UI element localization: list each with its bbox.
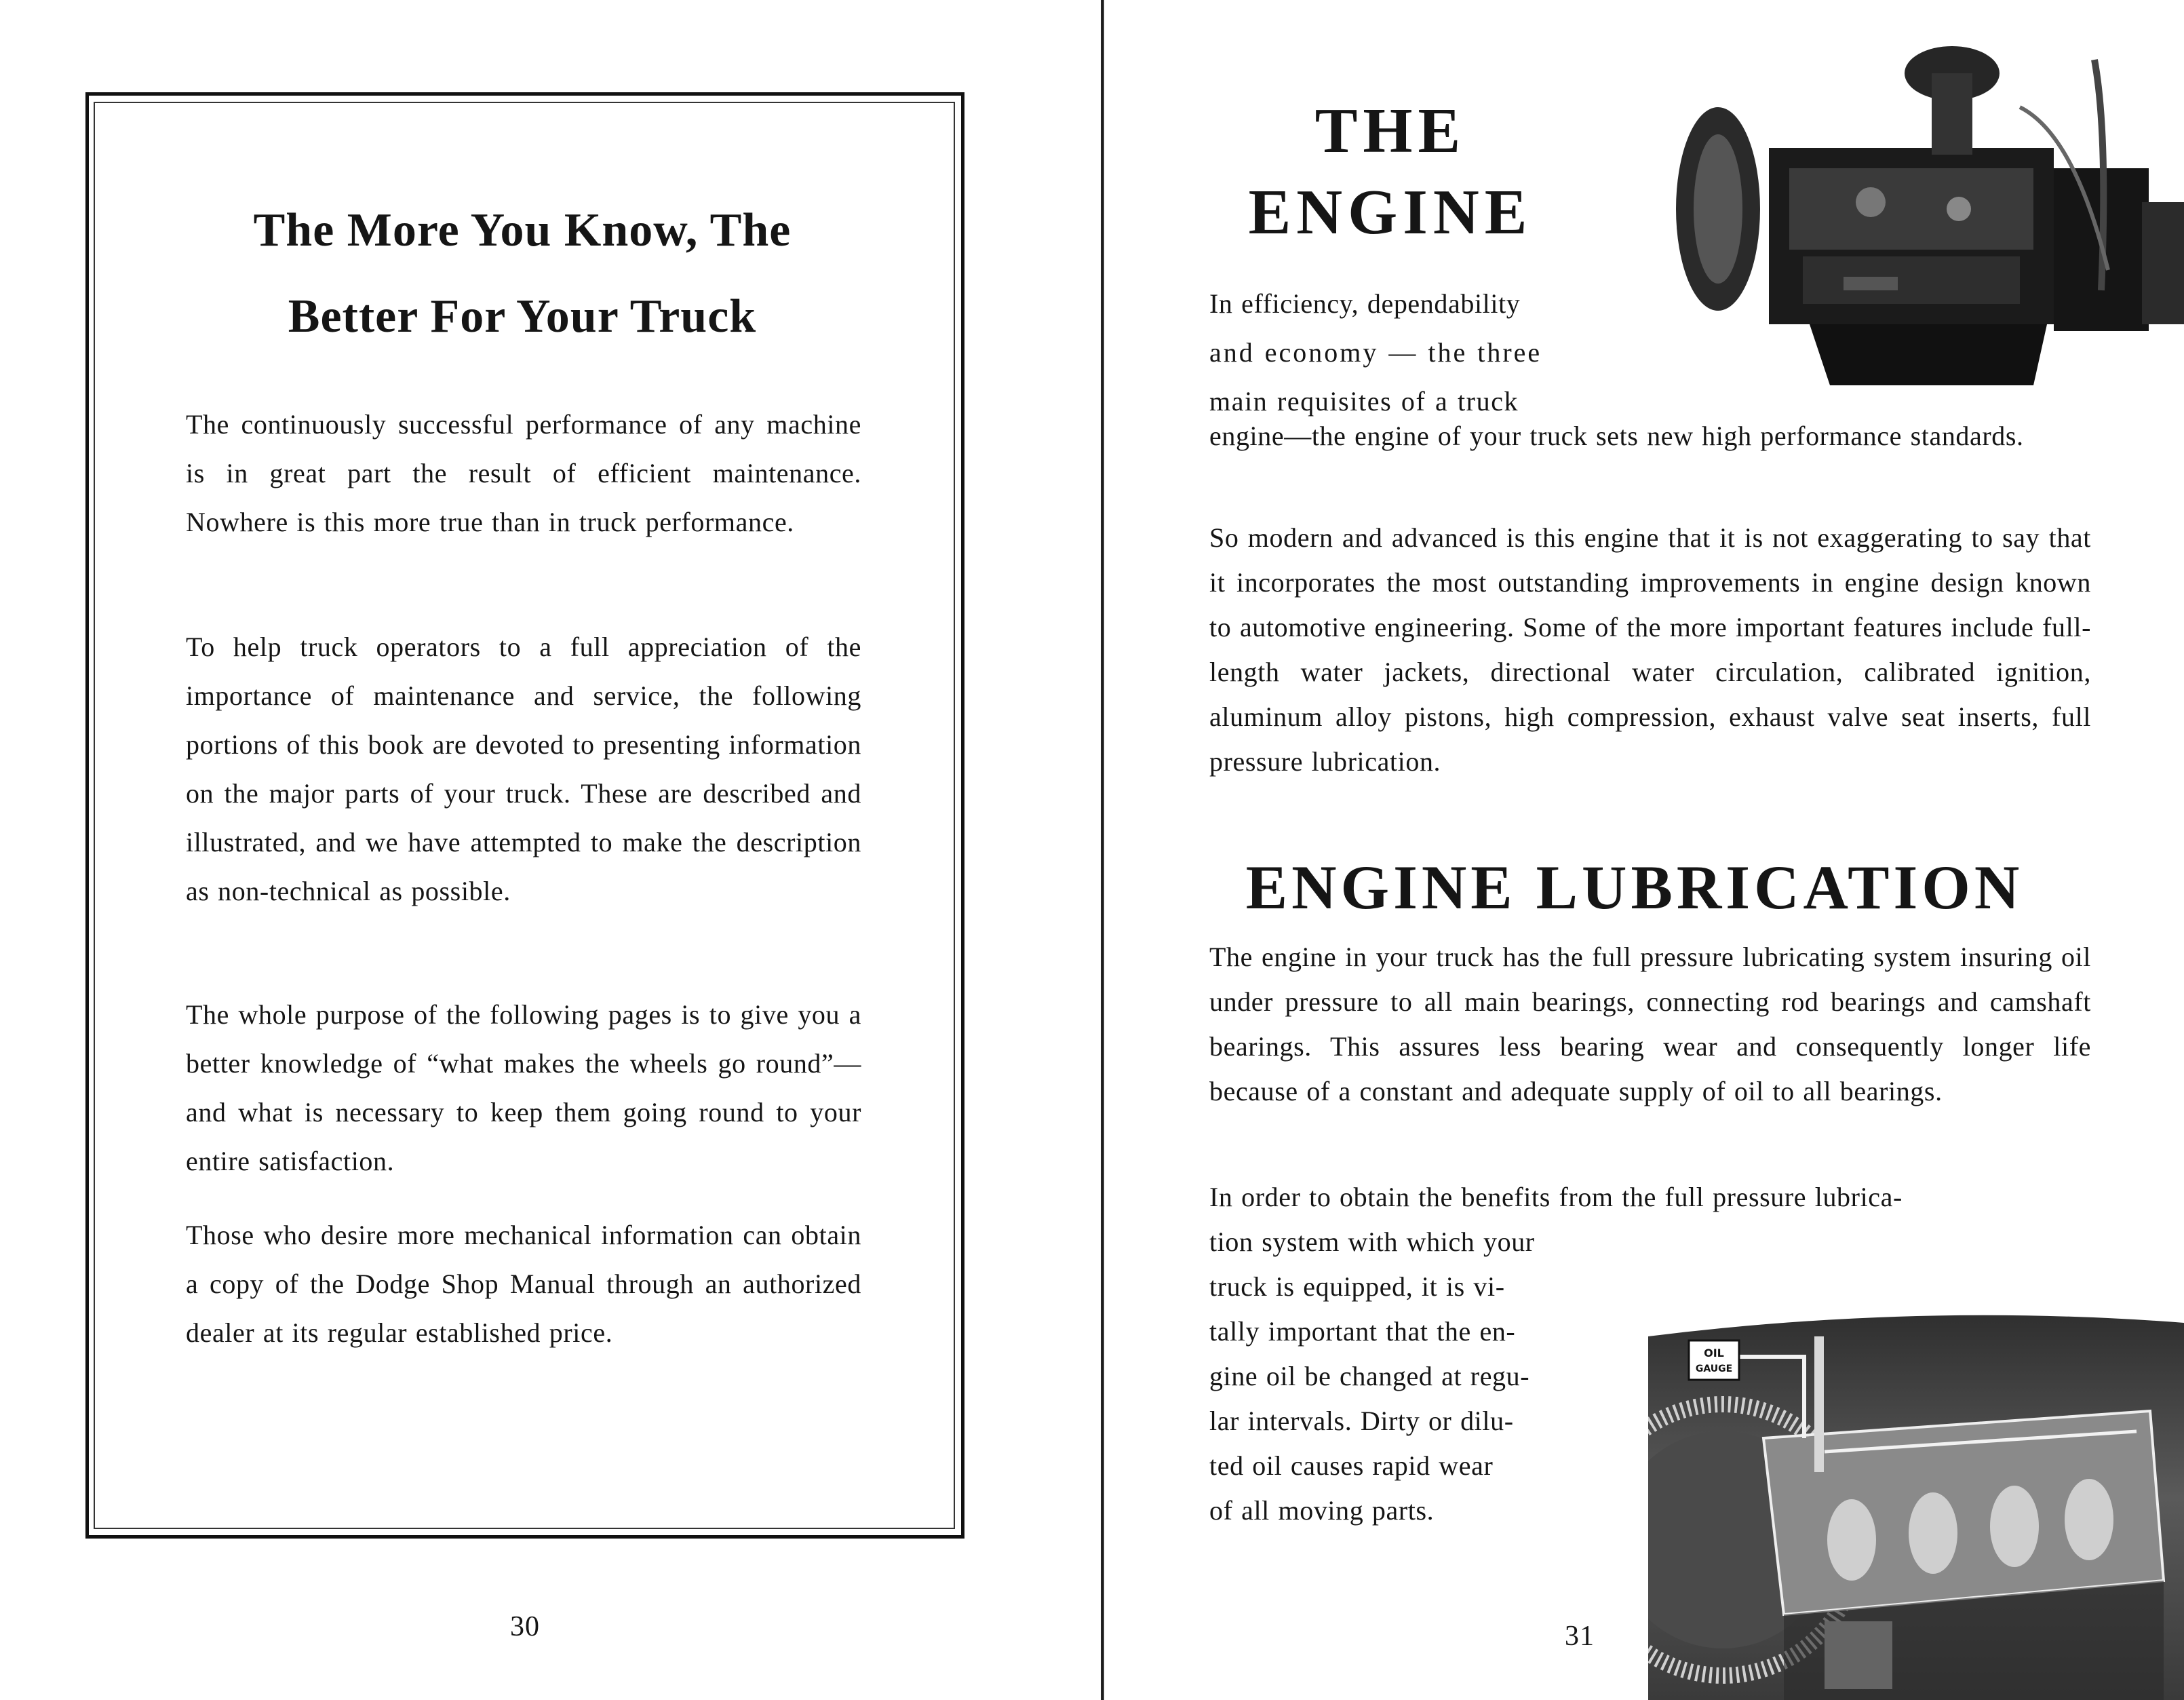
left-paragraph-1: The continuously successful performance of any machine is in great part the result of efficient maintenance. Nowhere is this more true than in truck performance. <box>186 409 861 537</box>
oil-gauge-label-line1: OIL <box>1704 1347 1724 1359</box>
lubrication-heading: ENGINE LUBRICATION <box>1245 853 2024 922</box>
page-number-left: 30 <box>510 1611 540 1642</box>
engine-intro-line3: main requisites of a truck <box>1209 386 1519 417</box>
left-heading-line1: The More You Know, The <box>253 204 792 256</box>
lubrication-line: of all moving parts. <box>1209 1495 1435 1526</box>
engine-intro-wrapped <box>1209 279 1630 426</box>
engine-intro-line1: In efficiency, dependability <box>1209 288 1521 319</box>
engine-title-line2: ENGINE <box>1248 177 1533 248</box>
lubrication-line: gine oil be changed at regu- <box>1209 1361 1530 1391</box>
engine-intro-line2: and economy — the three <box>1209 337 1542 368</box>
lubrication-paragraph-2-wrapped <box>1209 1220 1603 1533</box>
oil-gauge-label-line2: GAUGE <box>1695 1364 1733 1374</box>
lubrication-paragraph-2-first-line: In order to obtain the benefits from the full pressure lubrica- <box>1209 1182 1903 1212</box>
left-paragraph-4: Those who desire more mechanical information can obtain a copy of the Dodge Shop Manual through an authorized dealer at its regular established price. <box>186 1220 861 1348</box>
lubrication-line: lar intervals. Dirty or dilu- <box>1209 1406 1514 1436</box>
engine-title-line1: THE <box>1314 96 1466 166</box>
engine-intro-rest: engine—the engine of your truck sets new high performance standards. <box>1209 421 2024 451</box>
lubrication-diagram <box>1648 1296 2184 1700</box>
lubrication-line: ted oil causes rapid wear <box>1209 1450 1494 1481</box>
lubrication-line: tion system with which your <box>1209 1226 1535 1257</box>
lubrication-line: truck is equipped, it is vi- <box>1209 1271 1505 1302</box>
left-heading-line2: Better For Your Truck <box>288 290 757 343</box>
engine-paragraph-2: So modern and advanced is this engine that it is not exaggerating to say that it incorporates the most outstanding improvements in engine design known to automotive engineering. Some of the more important features include full-length water jackets, directional water circulation, calibrated ignition, aluminum alloy pistons, high compression, exhaust valve seat inserts, full pressure lubrication. <box>1209 522 2091 777</box>
book-spine <box>1101 0 1104 1700</box>
left-paragraph-2: To help truck operators to a full appreciation of the importance of maintenance and service, the following portions of this book are devoted to presenting information on the major parts of your truck. These are described and illustrated, and we have attempted to make the description as non-technical as possible. <box>186 632 861 906</box>
engine-photo <box>1667 33 2184 404</box>
lubrication-line: tally important that the en- <box>1209 1316 1516 1347</box>
lubrication-paragraph-1: The engine in your truck has the full pressure lubricating system insuring oil under pressure to all main bearings, connecting rod bearings and camshaft bearings. This assures less bearing wear and consequently longer life because of a constant and adequate supply of oil to all bearings. <box>1209 942 2091 1106</box>
page-number-right: 31 <box>1565 1621 1595 1652</box>
left-paragraph-3: The whole purpose of the following pages is to give you a better knowledge of “what makes the wheels go round”—and what is necessary to keep them going round to your entire satisfaction. <box>186 999 861 1176</box>
